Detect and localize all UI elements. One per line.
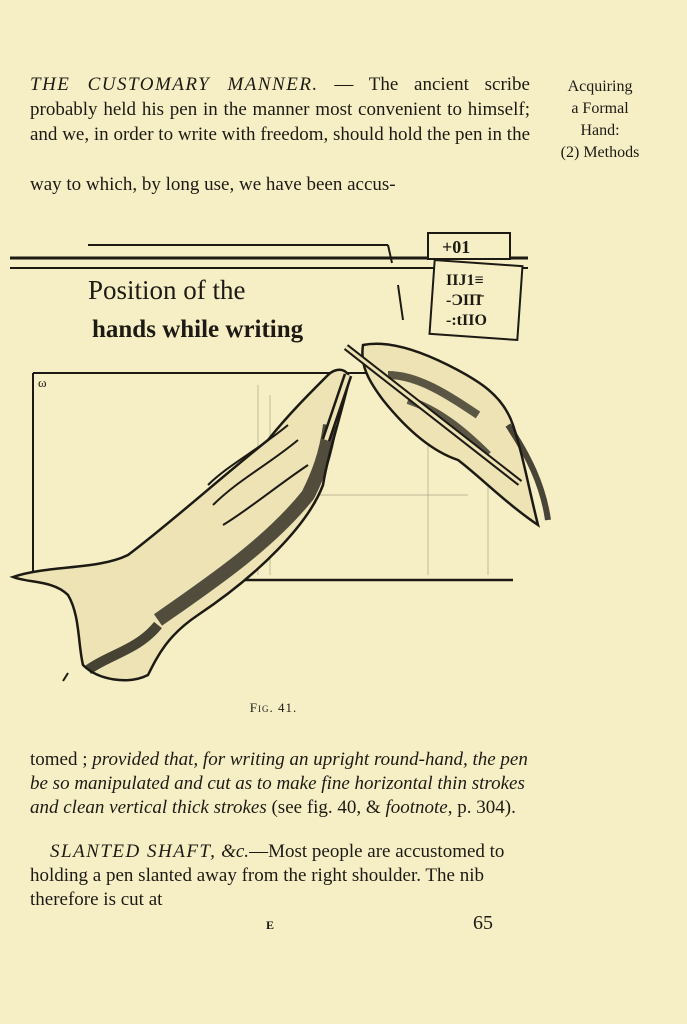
figure-title-line2: hands while writing <box>92 316 304 343</box>
hands-writing-drawing <box>8 225 558 695</box>
figure-top-card-text: +01 <box>442 237 471 257</box>
paragraph-provided-that <box>30 748 530 820</box>
margin-note-line: (2) Methods <box>560 144 640 161</box>
paragraph-text: —Most people are accustomed to holding a pen slanted away from the right shoulder. The nib therefore is cut at <box>30 841 505 910</box>
paragraph-slanted-shaft <box>30 840 530 912</box>
paragraph-text: , p. 304). <box>447 797 516 818</box>
margin-note-line: Hand: <box>580 122 620 139</box>
section-heading-slanted-shaft: SLANTED SHAFT, <box>50 841 217 862</box>
figure-card-line: -:tIIO <box>446 312 487 329</box>
figure-corner-label: ω <box>38 375 47 390</box>
paragraph-customary-manner <box>30 72 530 147</box>
figure-card-line: -ƆIΠ̄ <box>446 292 482 309</box>
margin-note-line: Acquiring <box>567 78 633 95</box>
figure-caption: Fig. 41. <box>249 700 298 715</box>
paragraph-text: — The ancient scribe probably held his pen in the manner most convenient to himself; and we, in order to write with freedom, should hold the pen in the <box>30 74 530 145</box>
page-number: 65 <box>473 912 493 934</box>
section-heading-customary-manner: THE CUSTOMARY MANNER. <box>30 74 319 95</box>
margin-note <box>540 76 660 164</box>
margin-note-line: a Formal <box>571 100 629 117</box>
paragraph-text: tomed ; <box>30 749 93 770</box>
figure-41-illustration <box>8 225 558 695</box>
footnote-reference: footnote <box>385 797 448 818</box>
italic-text: provided that, for writing an upright round-hand, the pen be so manipulated and cut as to make fine horizontal thin strokes and clean vertical thick strokes <box>30 749 528 818</box>
figure-title-line1: Position of the <box>88 275 246 305</box>
signature-mark: E <box>266 918 275 932</box>
etc-text: &c. <box>216 841 250 862</box>
figure-card-line: IIJ1≡ <box>446 272 484 289</box>
paragraph-text: (see fig. 40, & <box>266 797 386 818</box>
paragraph-customary-manner-last-line: way to which, by long use, we have been accus- <box>30 174 396 195</box>
